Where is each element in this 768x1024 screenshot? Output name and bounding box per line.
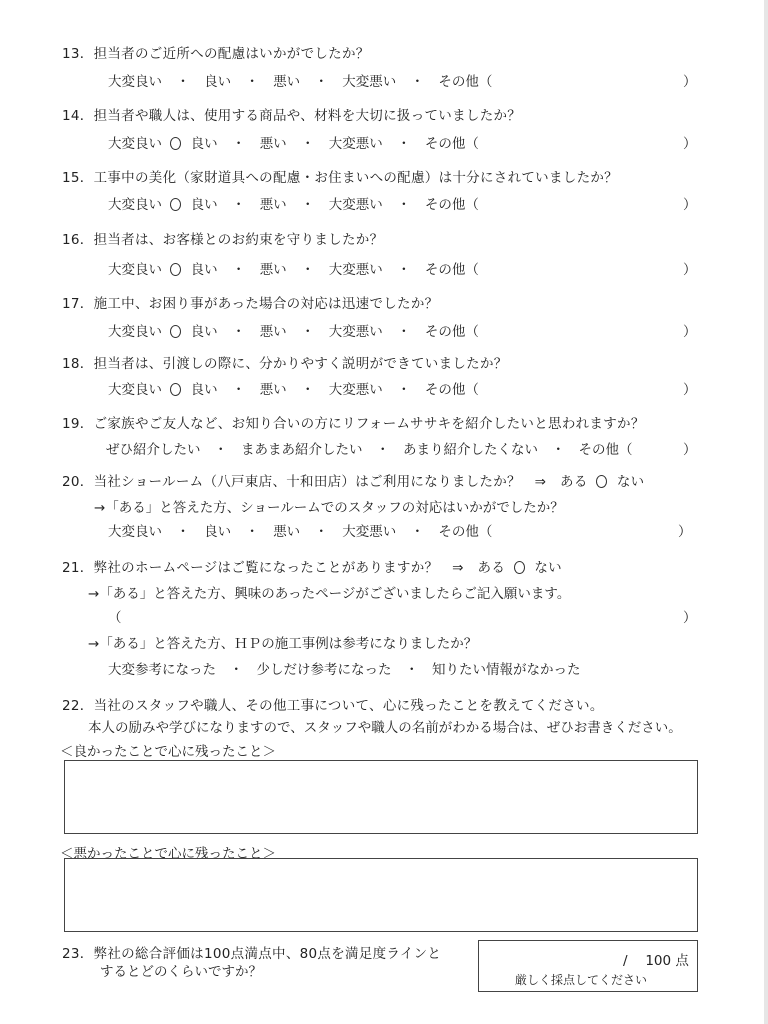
option-no[interactable]: ない [534, 560, 562, 576]
question-22-note: 本人の励みや学びになりますので、スタッフや職人の名前がわかる場合は、ぜひお書きください。 [88, 720, 682, 736]
option-good[interactable]: 良い [204, 74, 232, 90]
option-other[interactable]: その他（ [424, 136, 479, 152]
selection-circle-mark [170, 137, 181, 150]
option-very-bad[interactable]: 大変悪い [328, 382, 383, 398]
close-paren: ） [683, 262, 697, 278]
answer-options-16: 大変良い 良い ・ 悪い ・ 大変悪い ・ その他（ [108, 262, 479, 278]
option-very-bad[interactable]: 大変悪い [328, 324, 383, 340]
answer-options-14: 大変良い 良い ・ 悪い ・ 大変悪い ・ その他（ [108, 136, 479, 152]
option-bad[interactable]: 悪い [259, 197, 287, 213]
good-comment-box[interactable] [64, 760, 698, 834]
question-23: 23．弊社の総合評価は100点満点中、80点を満足度ラインと [62, 946, 442, 962]
close-paren: ） [683, 382, 697, 398]
question-22: 22．当社のスタッフや職人、その他工事について、心に残ったことを教えてください。 [62, 698, 604, 714]
answer-options-20: 大変良い ・ 良い ・ 悪い ・ 大変悪い ・ その他（ [108, 524, 493, 540]
option-very-good[interactable]: 大変良い [108, 136, 162, 152]
option-bad[interactable]: 悪い [259, 324, 287, 340]
option-good[interactable]: 良い [190, 262, 218, 278]
option-very-good[interactable]: 大変良い [108, 324, 162, 340]
option-good[interactable]: 良い [190, 324, 218, 340]
question-20-text: 20．当社ショールーム（八戸東店、十和田店）はご利用になりましたか？ ⇒ ある [62, 474, 588, 490]
question-21-followup-2: →「ある」と答えた方、ＨＰの施工事例は参考になりましたか？ [88, 636, 478, 652]
score-line: / 100 点 [623, 953, 689, 969]
option-no[interactable]: ない [616, 474, 645, 490]
scan-edge [764, 0, 768, 1024]
option-bad[interactable]: 悪い [273, 74, 301, 90]
option-very-bad[interactable]: 大変悪い [342, 524, 397, 540]
selection-circle-mark [170, 263, 181, 276]
selection-circle-mark [514, 561, 525, 574]
answer-options-21[interactable]: 大変参考になった ・ 少しだけ参考になった ・ 知りたい情報がなかった [108, 662, 581, 678]
question-14: 14．担当者や職人は、使用する商品や、材料を大切に扱っていましたか？ [62, 108, 522, 124]
option-very-good[interactable]: 大変良い [108, 262, 162, 278]
option-very-good[interactable]: 大変良い [108, 197, 162, 213]
close-paren: ） [683, 74, 697, 90]
question-19: 19．ご家族やご友人など、お知り合いの方にリフォームササキを紹介したいと思われますか？ [62, 416, 645, 432]
question-21-followup-1: →「ある」と答えた方、興味のあったページがございましたらご記入願います。 [88, 586, 571, 602]
option-good[interactable]: 良い [190, 197, 218, 213]
question-17: 17．施工中、お困り事があった場合の対応は迅速でしたか？ [62, 296, 439, 312]
close-paren: ） [683, 197, 697, 213]
close-paren: ） [683, 324, 697, 340]
option-very-good[interactable]: 大変良い [108, 524, 162, 540]
question-16: 16．担当者は、お客様とのお約束を守りましたか？ [62, 232, 384, 248]
option-very-good[interactable]: 大変良い [108, 382, 162, 398]
option-good[interactable]: 良い [190, 136, 218, 152]
bad-comment-box[interactable] [64, 858, 698, 932]
score-note: 厳しく採点してください [515, 973, 648, 987]
option-very-bad[interactable]: 大変悪い [328, 197, 383, 213]
question-21 [62, 556, 562, 576]
close-paren: ） [678, 524, 692, 540]
selection-circle-mark [170, 198, 181, 211]
option-very-bad[interactable]: 大変悪い [328, 136, 383, 152]
close-paren: ） [683, 136, 697, 152]
question-20-followup: →「ある」と答えた方、ショールームでのスタッフの対応はいかがでしたか？ [94, 500, 564, 516]
answer-options-13: 大変良い ・ 良い ・ 悪い ・ 大変悪い ・ その他（ [108, 74, 493, 90]
option-other[interactable]: その他（ [424, 197, 479, 213]
option-other[interactable]: その他（ [424, 382, 479, 398]
free-answer-open: （ [108, 610, 122, 626]
option-good[interactable]: 良い [204, 524, 232, 540]
question-21-text: 21．弊社のホームページはご覧になったことがありますか？ ⇒ ある [62, 560, 506, 576]
question-15: 15．工事中の美化（家財道具への配慮・お住まいへの配慮）は十分にされていましたか？ [62, 170, 618, 186]
selection-circle-mark [170, 383, 181, 396]
question-18: 18．担当者は、引渡しの際に、分かりやすく説明ができていましたか？ [62, 356, 508, 372]
selection-circle-mark [596, 475, 607, 488]
bad-heading: ＜悪かったことで心に残ったこと＞ [60, 846, 276, 862]
option-very-bad[interactable]: 大変悪い [342, 74, 397, 90]
option-good[interactable]: 良い [190, 382, 218, 398]
free-answer-close: ） [683, 610, 697, 626]
option-bad[interactable]: 悪い [259, 382, 287, 398]
option-other[interactable]: その他（ [424, 324, 479, 340]
option-other[interactable]: その他（ [438, 74, 493, 90]
close-paren: ） [683, 442, 697, 458]
selection-circle-mark [170, 325, 181, 338]
answer-options-17: 大変良い 良い ・ 悪い ・ 大変悪い ・ その他（ [108, 324, 479, 340]
question-23-line2: するとどのくらいですか？ [100, 964, 262, 980]
score-box[interactable] [478, 940, 698, 992]
option-bad[interactable]: 悪い [273, 524, 301, 540]
option-bad[interactable]: 悪い [259, 262, 287, 278]
answer-options-18: 大変良い 良い ・ 悪い ・ 大変悪い ・ その他（ [108, 382, 479, 398]
option-other[interactable]: その他（ [438, 524, 493, 540]
answer-options-15: 大変良い 良い ・ 悪い ・ 大変悪い ・ その他（ [108, 197, 479, 213]
option-very-good[interactable]: 大変良い [108, 74, 162, 90]
option-bad[interactable]: 悪い [259, 136, 287, 152]
option-very-bad[interactable]: 大変悪い [328, 262, 383, 278]
question-20 [62, 470, 644, 490]
good-heading: ＜良かったことで心に残ったこと＞ [60, 744, 276, 760]
question-13: 13．担当者のご近所への配慮はいかがでしたか？ [62, 46, 370, 62]
answer-options-19[interactable]: ぜひ紹介したい ・ まあまあ紹介したい ・ あまり紹介したくない ・ その他（ [106, 442, 633, 458]
option-other[interactable]: その他（ [424, 262, 479, 278]
